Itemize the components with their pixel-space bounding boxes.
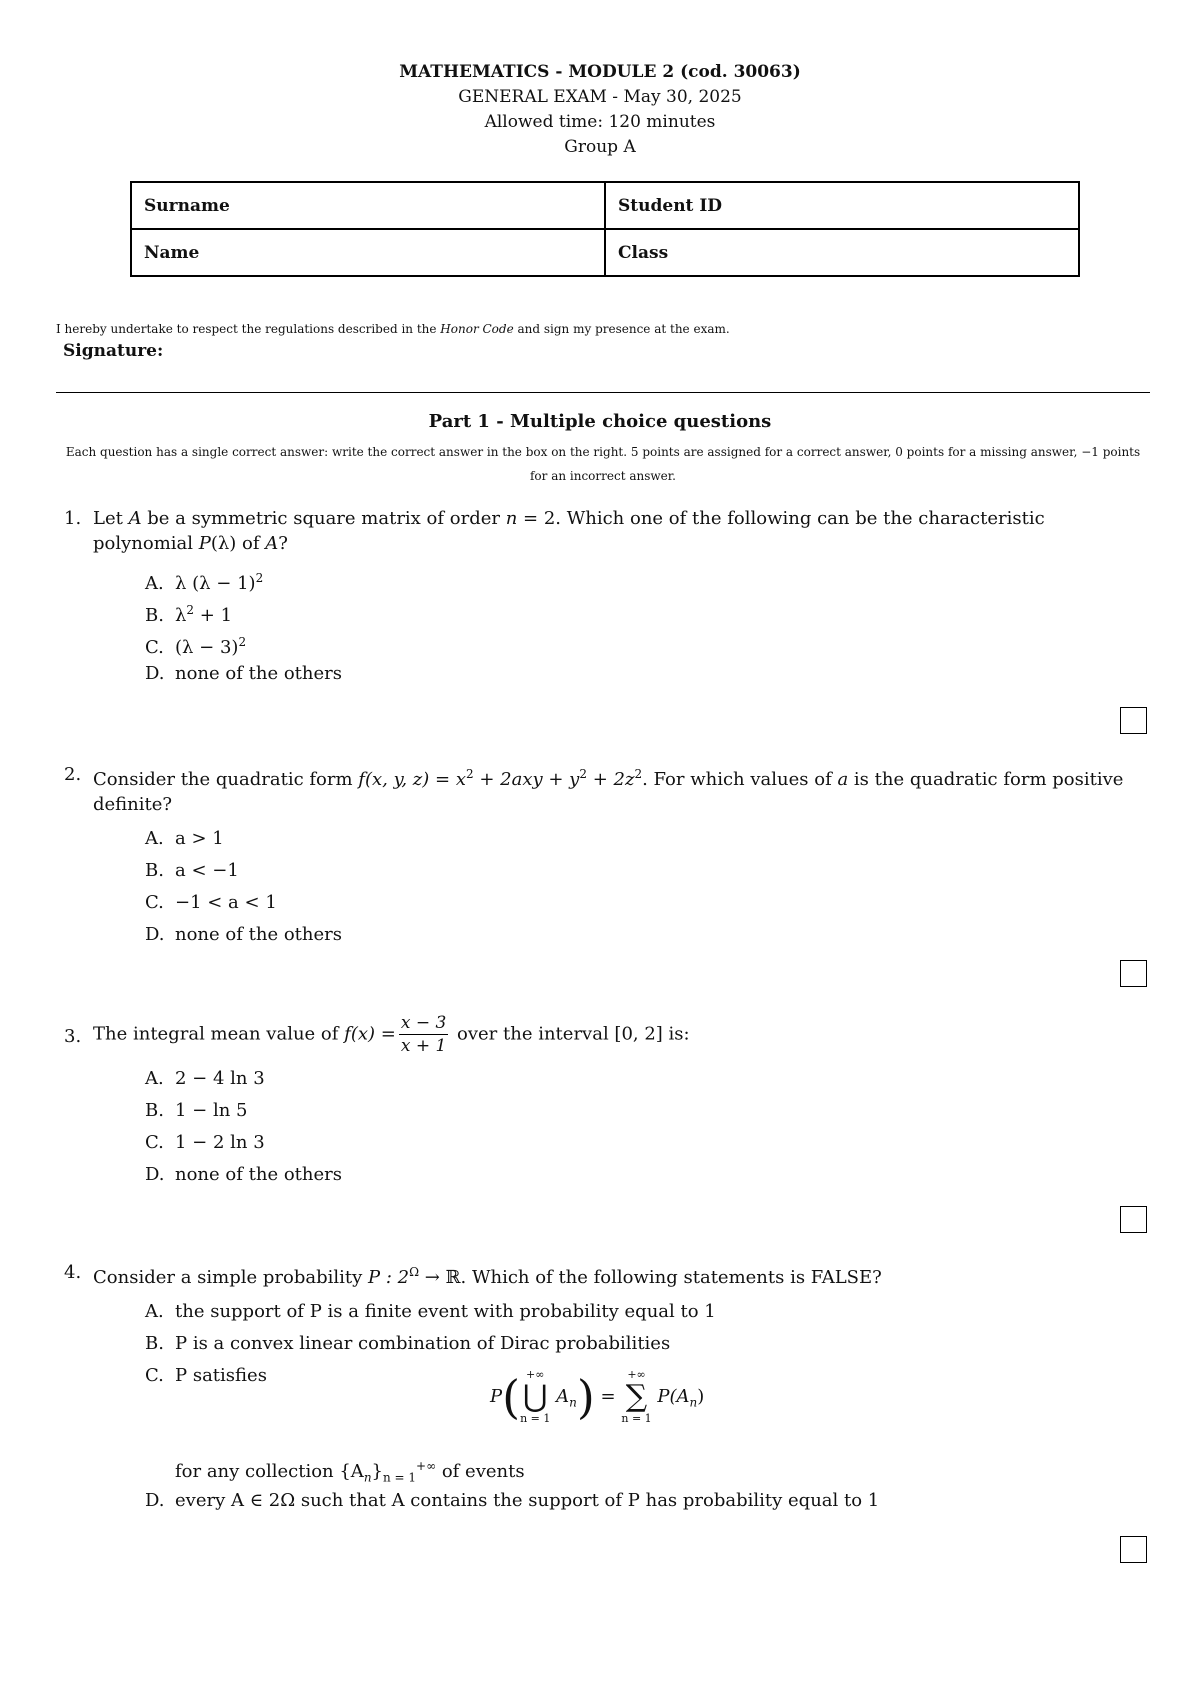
group-label: Group A xyxy=(564,137,636,157)
option-b: B. $\lambda^2 + 1$ xyxy=(145,603,233,626)
course-title: MATHEMATICS - MODULE 2 (cod. 30063) xyxy=(399,62,801,82)
option-c: C. −1 < a < 1 xyxy=(145,892,277,913)
question-text: The integral mean value of f(x) = $\frac{x - 3}{x + 1}$ over the interval [0, 2] is: xyxy=(93,1013,690,1056)
option-d: D. none of the others xyxy=(145,924,342,945)
fraction: $\frac{x - 3}{x + 1}$ xyxy=(400,1013,447,1056)
question-2: 2. Consider the quadratic form f(x, y, $z) = x^2 + 2axy + y^2 + 2z^2$. For which values of a is the quadratic form positive definite? A. a > 1 B. a < −1 C. −1 < a < 1 D. none of the others xyxy=(64,762,1150,951)
exam-date: GENERAL EXAM - May 30, 2025 xyxy=(458,87,742,107)
option-c: C. P satisfies xyxy=(145,1365,267,1386)
section-divider xyxy=(56,392,1150,393)
question-3: 3. The integral mean value of f(x) = $\frac{x - 3}{x + 1}$ over the interval [0, 2] is: A. 2 − 4 ln 3 B. 1 − ln 5 C. 1 − 2 ln 3 D. none of the others xyxy=(64,1012,1150,1191)
allowed-time: Allowed time: 120 minutes xyxy=(484,112,716,132)
part-title: Part 1 - Multiple choice questions xyxy=(428,411,772,432)
option-a: A. λ $(\lambda - 1)^2$ xyxy=(145,571,264,594)
question-text: Consider the quadratic form f(x, y, $z) = x^2 + 2axy + y^2 + 2z^2$. For which values of a is the quadratic form positive definite? xyxy=(93,767,1124,815)
option-a: A. 2 − 4 ln 3 xyxy=(145,1068,265,1089)
class-field[interactable]: Class xyxy=(605,229,1079,276)
student-id-field[interactable]: Student ID xyxy=(605,182,1079,229)
exam-header xyxy=(0,60,1200,160)
option-d: D. none of the others xyxy=(145,663,342,684)
question-4: 4. Consider a simple probability P : $2^\Omega$ → ℝ. Which of the following statements is FALSE? A. the support of P is a finite event with probability equal to 1 B. P is a convex linear combination of Dirac probabilities C. P satisfies xyxy=(64,1260,1150,1392)
signature-label: Signature: xyxy=(63,341,164,361)
answer-box-3[interactable] xyxy=(1120,1206,1147,1233)
collection-note: for any collection $\{A_n\}_{n = 1}^{+\infty}$ of events xyxy=(175,1459,525,1485)
surname-field[interactable]: Surname xyxy=(131,182,605,229)
option-b: B. a < −1 xyxy=(145,860,239,881)
honor-code-statement: I hereby undertake to respect the regulations described in the Honor Code and sign my presence at the exam. xyxy=(56,322,730,336)
student-info-table xyxy=(130,181,1080,277)
answer-box-1[interactable] xyxy=(1120,707,1147,734)
option-c: C. 1 − 2 ln 3 xyxy=(145,1132,265,1153)
answer-box-2[interactable] xyxy=(1120,960,1147,987)
name-field[interactable]: Name xyxy=(131,229,605,276)
option-d: D. every A ∈ 2Ω such that A contains the support of P has probability equal to 1 xyxy=(145,1490,880,1511)
option-b: B. 1 − ln 5 xyxy=(145,1100,248,1121)
question-1: 1. Let A be a symmetric square matrix of order n = 2. Which one of the following can be the characteristic polynomial P(λ) of A? A. λ $(\lambda - 1)^2$ B. $\lambda^2 + 1$ C. $(\lambda - 3)^2$ D. none of the others xyxy=(64,506,1150,690)
part-instructions: Each question has a single correct answer: write the correct answer in the box on the right. 5 points are assigned for a correct answer, 0 points for a missing answer, −1 points for an incorrect answer. xyxy=(65,445,1141,483)
question-text: Consider a simple probability P : $2^\Omega$ → ℝ. Which of the following statements is FALSE? xyxy=(93,1265,882,1288)
answer-box-4[interactable] xyxy=(1120,1536,1147,1563)
option-c: C. $(\lambda - 3)^2$ xyxy=(145,635,247,658)
option-b: B. P is a convex linear combination of Dirac probabilities xyxy=(145,1333,671,1354)
sigma-additivity-formula: P( +∞ ⋃ n = 1 $A_n$) = +∞ ∑ n = 1 $P(A_n)$ xyxy=(490,1368,705,1425)
option-a: A. a > 1 xyxy=(145,828,224,849)
question-text: Let A be a symmetric square matrix of order n = 2. Which one of the following can be the characteristic polynomial P(λ) of A? xyxy=(93,508,1045,554)
option-a: A. the support of P is a finite event with probability equal to 1 xyxy=(145,1301,716,1322)
honor-code-link: Honor Code xyxy=(440,322,514,336)
option-d: D. none of the others xyxy=(145,1164,342,1185)
